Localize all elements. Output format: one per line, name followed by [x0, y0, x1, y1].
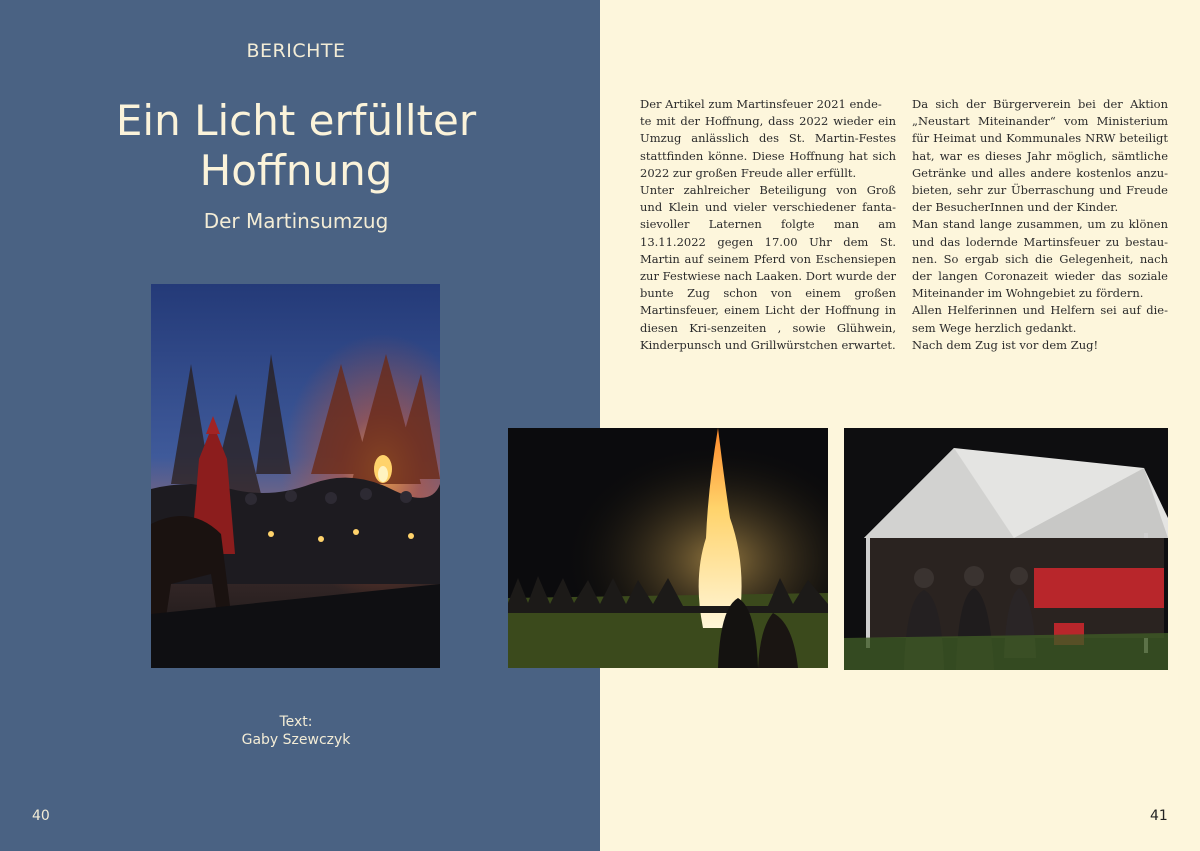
paragraph: Unter zahlreicher Beteiligung von Groß und Klein und vieler verschiedener fanta-sievoller Laternen folgte man am 13.11.2022 gegen 17.00 Uhr dem St. Martin auf seinem Pferd von Eschensiepen zur Festwiese nach Laaken. Dort wurde der bunte Zug schon von einem großen Martinsfeuer, einem Licht der Hoffnung in diesen Kri-senzeiten , sowie Glühwein, Kinderpunsch und Grillwürstchen erwartet.	[640, 183, 896, 352]
title-line-2: Hoffnung	[199, 146, 393, 195]
photo-refreshment-tent	[844, 428, 1168, 670]
photo-martinsfeuer-bonfire	[508, 428, 828, 668]
title-line-1: Ein Licht erfüllter	[115, 96, 477, 145]
page-number-right: 41	[1150, 808, 1168, 824]
article-title	[0, 96, 592, 196]
article-column-1	[640, 96, 896, 354]
article-column-2	[912, 96, 1168, 354]
credit-label: Text:	[279, 714, 313, 730]
paragraph: Der Artikel zum Martinsfeuer 2021 ende-	[640, 97, 882, 111]
paragraph: Allen Helferinnen und Helfern sei auf die-sem Wege herzlich gedankt.	[912, 303, 1168, 335]
section-label: BERICHTE	[246, 40, 346, 62]
paragraph: Man stand lange zusammen, um zu klönen und das lodernde Martinsfeuer zu bestau-nen. So ergab sich die Gelegenheit, nach der langen Coronazeit wieder das soziale Miteinander im Wohngebiet zu fördern.	[912, 217, 1168, 301]
credit-author: Gaby Szewczyk	[241, 732, 351, 748]
paragraph: te mit der Hoffnung, dass 2022 wieder ein Umzug anlässlich des St. Martin-Festes stattfinden könne. Diese Hoffnung hat sich 2022 zur großen Freude aller erfüllt.	[640, 114, 896, 180]
paragraph: Nach dem Zug ist vor dem Zug!	[912, 337, 1099, 352]
page-number-left: 40	[32, 808, 50, 824]
article-subtitle: Der Martinsumzug	[203, 209, 389, 233]
photo-st-martin-procession	[151, 284, 440, 668]
paragraph: Da sich der Bürgerverein bei der Aktion „Neustart Miteinander“ vom Ministerium für Heimat und Kommunales NRW beteiligt hat, war es dieses Jahr möglich, sämtliche Getränke und alles andere kostenlos anzu-bieten, sehr zur Überraschung und Freude der BesucherInnen und der Kinder.	[912, 97, 1168, 215]
author-credit	[0, 713, 592, 749]
